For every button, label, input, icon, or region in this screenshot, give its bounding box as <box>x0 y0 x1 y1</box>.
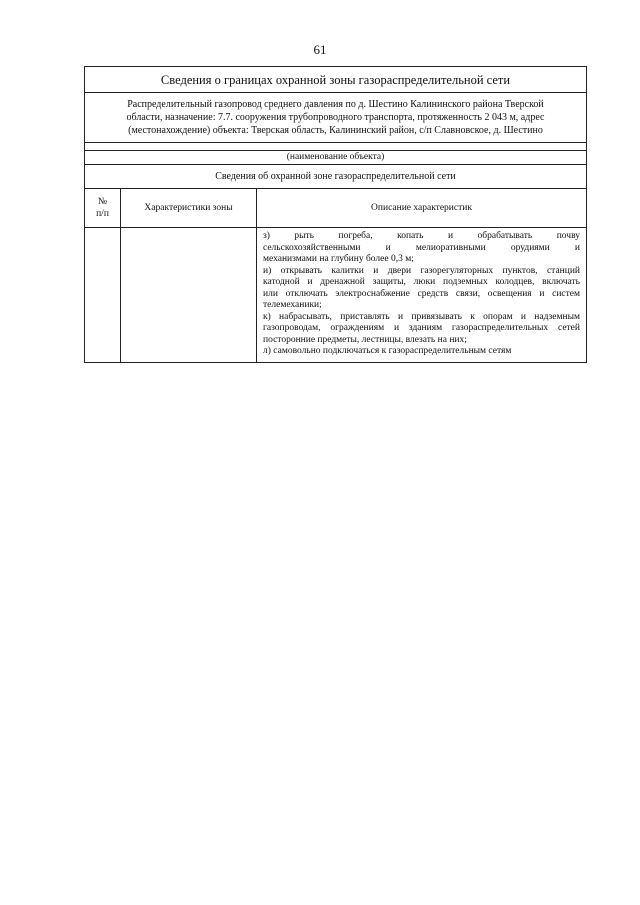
object-name-line: (местонахождение) объекта: Тверская область, Калининский район, с/п Славновское, д. Шестино <box>128 125 543 136</box>
object-name-line: области, назначение: 7.7. сооружения трубопроводного транспорта, протяженность 2 043 м, адрес <box>126 112 545 123</box>
cell-characteristics <box>121 228 257 363</box>
description-line: к) набрасывать, приставлять и привязывать к опорам и надземным <box>263 311 580 322</box>
description-line: посторонние предметы, лестницы, влезать на них; <box>263 334 467 345</box>
column-header-number <box>85 189 121 227</box>
table-header-row <box>85 189 586 228</box>
object-caption: (наименование объекта) <box>85 151 586 165</box>
zone-info-table <box>84 66 587 363</box>
number-sign: № <box>97 197 108 207</box>
description-line: катодной и дренажной защиты, люки подземных колодцев, включать <box>263 277 580 287</box>
table-bottom-border <box>85 362 586 363</box>
description-line: л) самовольно подключаться к газораспределительным сетям <box>263 346 512 356</box>
spacer-row <box>85 143 586 151</box>
column-header-description: Описание характеристик <box>371 203 472 213</box>
object-name <box>85 93 586 143</box>
description-line: или отключать электроснабжение средств связи, освещения и систем <box>263 288 580 299</box>
cell-description <box>257 228 586 363</box>
cell-number <box>85 228 121 363</box>
description-line: газопроводам, ограждениям и зданиям газораспределительных сетей <box>263 323 580 333</box>
description-line: з) рыть погреба, копать и обрабатывать почву <box>263 231 580 241</box>
table-row <box>85 228 586 363</box>
column-header-characteristics: Характеристики зоны <box>121 189 257 227</box>
description-line: телемеханики; <box>263 300 322 310</box>
zone-heading: Сведения об охранной зоне газораспределительной сети <box>85 165 586 189</box>
object-name-line: Распределительный газопровод среднего давления по д. Шестино Калининского района Тверской <box>127 99 544 110</box>
description-line: сельскохозяйственными и мелиоративными орудиями и <box>263 242 580 253</box>
description-line: и) открывать калитки и двери газорегуляторных пунктов, станций <box>263 265 580 276</box>
description-line: механизмами на глубину более 0,3 м; <box>263 254 414 264</box>
page-number: 61 <box>313 42 327 57</box>
number-abbrev: п/п <box>96 209 109 219</box>
table-title: Сведения о границах охранной зоны газораспределительной сети <box>85 67 586 93</box>
